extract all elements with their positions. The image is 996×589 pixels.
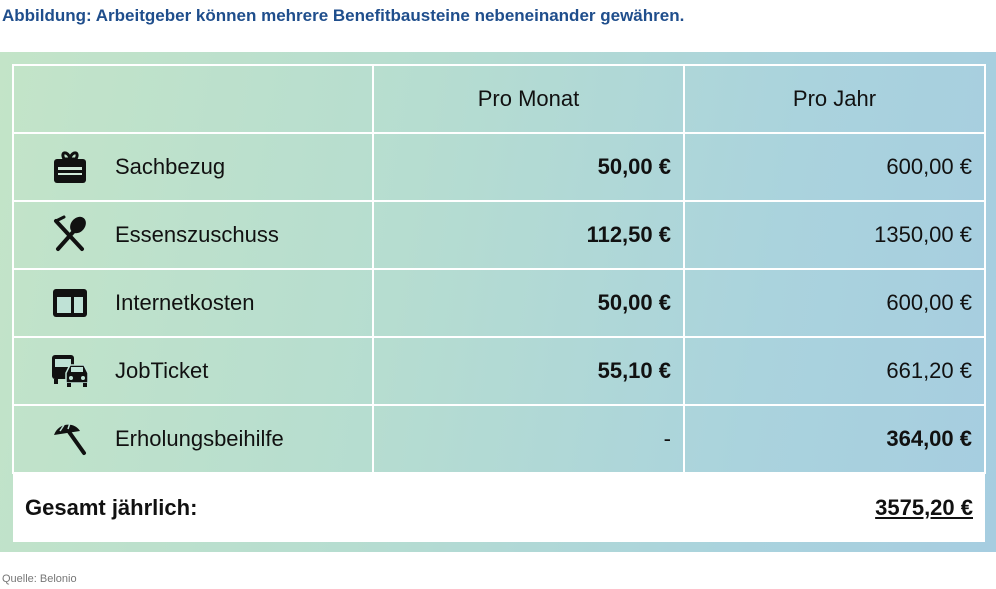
- beach-umbrella-icon: [48, 417, 92, 461]
- row-label: Internetkosten: [115, 290, 255, 315]
- row-yearly-value: 364,00 €: [684, 405, 985, 473]
- row-yearly-value: 661,20 €: [684, 337, 985, 405]
- table-row: [13, 269, 985, 337]
- row-label: Erholungsbeihilfe: [115, 426, 284, 451]
- source-note: Quelle: Belonio: [2, 573, 77, 585]
- header-row: [13, 65, 985, 133]
- figure-caption: Abbildung: Arbeitgeber können mehrere Benefitbausteine nebeneinander gewähren.: [2, 6, 685, 25]
- row-label-cell: [13, 133, 373, 201]
- row-monthly-value: -: [373, 405, 684, 473]
- row-yearly-value: 600,00 €: [684, 133, 985, 201]
- table-row: [13, 337, 985, 405]
- total-row: [13, 473, 985, 542]
- total-label: Gesamt jährlich:: [13, 473, 684, 542]
- benefits-panel: [0, 52, 996, 552]
- header-empty: [13, 65, 373, 133]
- gift-card-icon: [48, 145, 92, 189]
- table-row: [13, 405, 985, 473]
- table-row: [13, 133, 985, 201]
- row-label-cell: [13, 269, 373, 337]
- header-pro-monat: Pro Monat: [373, 65, 684, 133]
- fork-spoon-icon: [48, 213, 92, 257]
- bus-car-icon: [48, 349, 92, 393]
- row-monthly-value: 50,00 €: [373, 133, 684, 201]
- row-monthly-value: 55,10 €: [373, 337, 684, 405]
- row-monthly-value: 50,00 €: [373, 269, 684, 337]
- row-yearly-value: 600,00 €: [684, 269, 985, 337]
- row-yearly-value: 1350,00 €: [684, 201, 985, 269]
- browser-window-icon: [48, 281, 92, 325]
- row-label-cell: [13, 405, 373, 473]
- row-label-cell: [13, 201, 373, 269]
- row-label: Sachbezug: [115, 154, 226, 179]
- row-monthly-value: 112,50 €: [373, 201, 684, 269]
- row-label: JobTicket: [115, 358, 209, 383]
- total-value: 3575,20 €: [684, 473, 985, 542]
- row-label-cell: [13, 337, 373, 405]
- benefits-table: [12, 64, 986, 542]
- header-pro-jahr: Pro Jahr: [684, 65, 985, 133]
- row-label: Essenszuschuss: [115, 222, 279, 247]
- table-row: [13, 201, 985, 269]
